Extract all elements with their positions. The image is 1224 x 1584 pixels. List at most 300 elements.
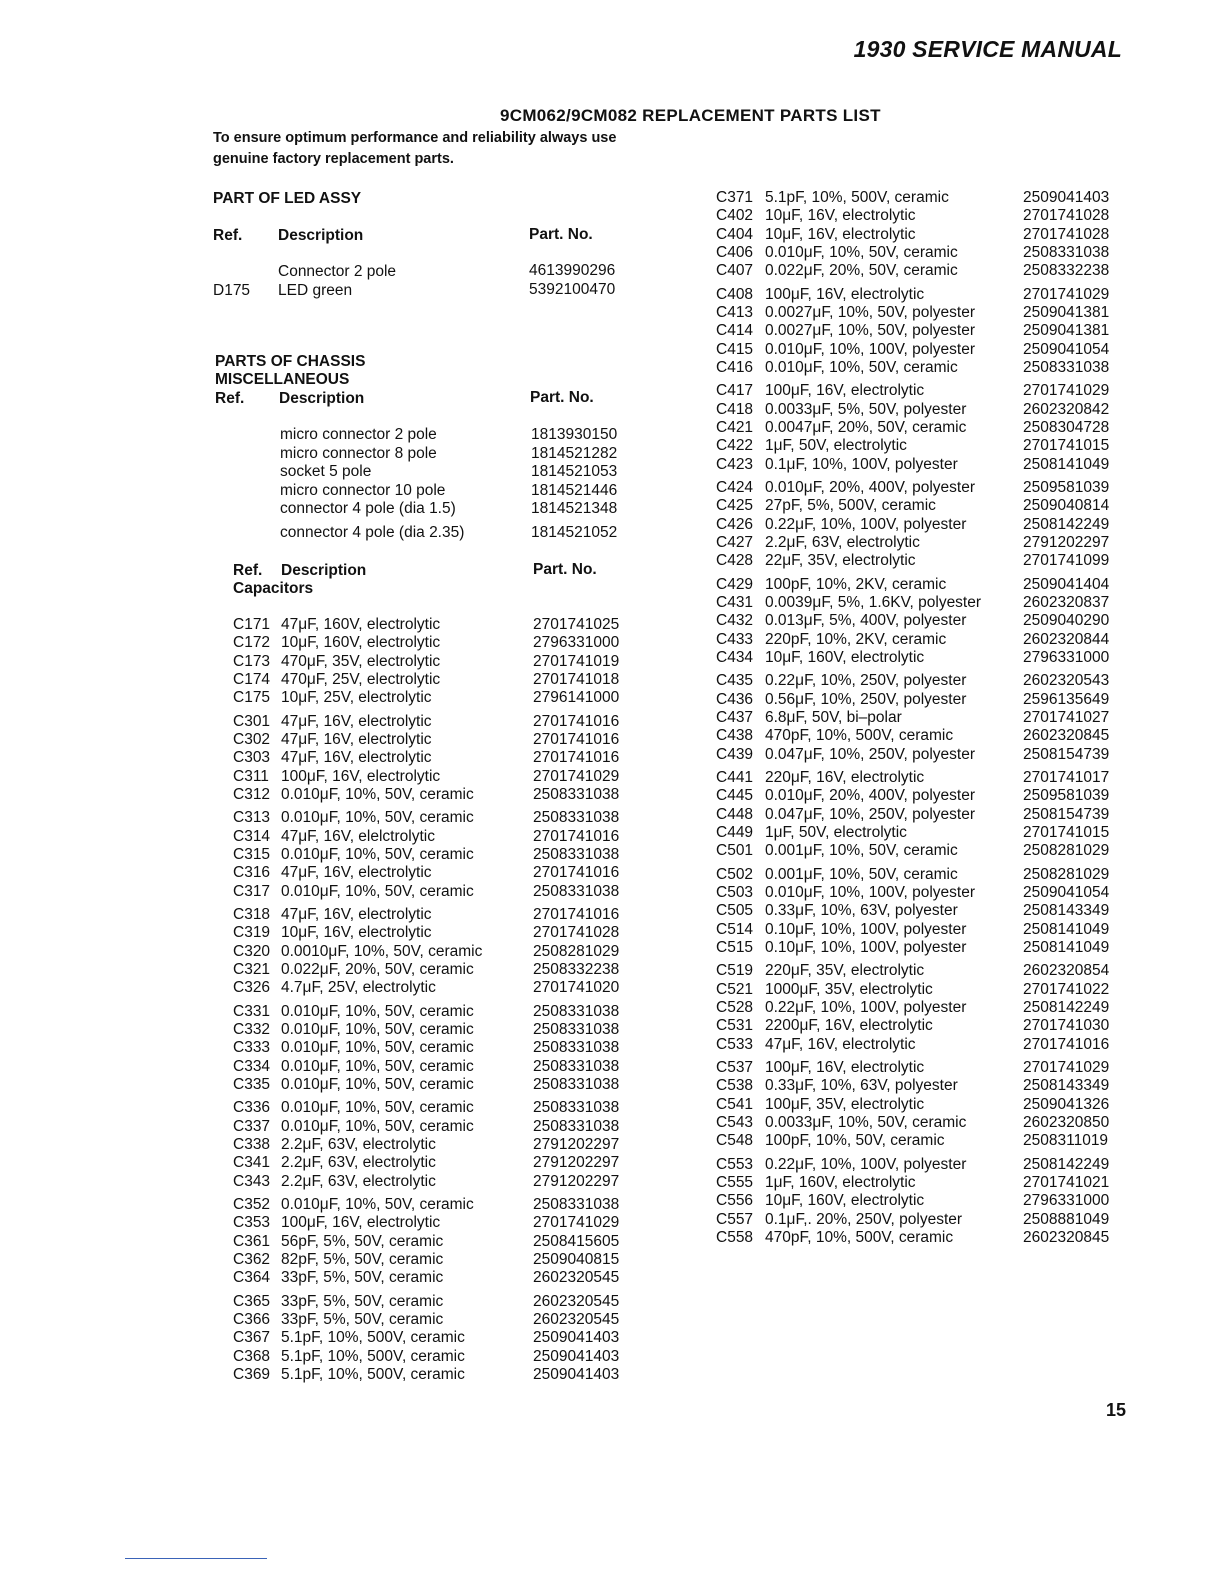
table-row	[233, 1003, 619, 1021]
part-description: 22μF, 35V, electrolytic	[765, 552, 916, 570]
part-description: 470pF, 10%, 500V, ceramic	[765, 727, 954, 745]
part-ref: C175	[233, 689, 271, 707]
part-ref: C435	[716, 672, 754, 690]
part-number: 2701741022	[1023, 980, 1110, 998]
table-row	[716, 534, 1109, 552]
part-number: 2701741029	[1023, 1059, 1110, 1077]
part-number: 2701741025	[533, 616, 620, 633]
table-row	[716, 672, 1109, 690]
table-row	[716, 456, 1109, 474]
table-row	[233, 1136, 619, 1154]
part-number: 2509041054	[1023, 884, 1110, 901]
part-ref: C318	[233, 906, 271, 924]
part-number: 2701741016	[533, 730, 620, 748]
table-row	[233, 1251, 619, 1269]
part-number: 2509041403	[1023, 189, 1110, 206]
part-number: 2791202297	[533, 1172, 620, 1190]
part-number: 2509041054	[1023, 340, 1110, 358]
part-ref: C438	[716, 727, 754, 745]
part-number: 2508331038	[533, 785, 620, 803]
part-description: 2.2μF, 63V, electrolytic	[281, 1172, 436, 1190]
part-ref: C369	[233, 1365, 271, 1383]
page-number: 15	[1105, 1400, 1126, 1420]
part-ref: C407	[716, 262, 754, 280]
part-ref: C352	[233, 1196, 271, 1214]
part-ref: C366	[233, 1311, 271, 1328]
part-ref: C418	[716, 400, 754, 418]
part-description: 1μF, 50V, electrolytic	[765, 823, 907, 841]
part-description: 0.22μF, 10%, 100V, polyester	[765, 515, 967, 533]
part-ref: C555	[716, 1174, 754, 1192]
part-number: 2509581039	[1023, 479, 1110, 497]
table-row	[716, 842, 1109, 860]
part-ref: C431	[716, 593, 754, 611]
table-row	[233, 1196, 619, 1214]
part-description: 47μF, 160V, electrolytic	[281, 616, 441, 633]
part-number: 2509041404	[1023, 575, 1110, 593]
table-row	[716, 1017, 1109, 1035]
part-number: 2602320842	[1023, 400, 1110, 418]
part-number: 2701741015	[1023, 437, 1110, 455]
part-ref: C311	[233, 767, 269, 785]
part-description: 10μF, 25V, electrolytic	[281, 689, 432, 707]
led-col-desc: Description	[278, 227, 364, 244]
table-row	[716, 746, 1109, 764]
table-row	[716, 576, 1109, 594]
table-row	[233, 979, 619, 997]
part-ref: C302	[233, 730, 271, 748]
capacitor-list-right	[716, 189, 1109, 1247]
part-description: 0.013μF, 5%, 400V, polyester	[765, 612, 967, 630]
cap-col-part: Part. No.	[533, 561, 597, 578]
part-ref: C432	[716, 612, 754, 630]
part-ref: C553	[716, 1155, 754, 1173]
part-ref: C315	[233, 845, 271, 863]
part-description: 0.010μF, 10%, 50V, ceramic	[281, 1099, 474, 1117]
part-description: 2.2μF, 63V, electrolytic	[281, 1135, 436, 1153]
table-row	[716, 866, 1109, 884]
table-row	[233, 689, 619, 707]
part-ref: C338	[233, 1135, 271, 1153]
chassis-item-desc: micro connector 8 pole	[280, 445, 437, 462]
part-description: 56pF, 5%, 50V, ceramic	[281, 1232, 444, 1250]
part-number: 2508142249	[1023, 515, 1110, 533]
part-description: 0.047μF, 10%, 250V, polyester	[765, 745, 975, 763]
part-number: 2701741029	[1023, 285, 1110, 303]
part-number: 2508143349	[1023, 1077, 1110, 1095]
table-row	[233, 1311, 619, 1329]
part-ref: C503	[716, 884, 754, 901]
chassis-item-desc: micro connector 10 pole	[280, 482, 446, 499]
table-row	[716, 226, 1109, 244]
part-description: 0.010μF, 10%, 50V, ceramic	[765, 358, 958, 376]
led-item-part: 5392100470	[529, 281, 616, 298]
part-description: 100μF, 35V, electrolytic	[765, 1095, 925, 1113]
part-description: 2.2μF, 63V, electrolytic	[281, 1154, 436, 1172]
chassis-item-desc: micro connector 2 pole	[280, 426, 437, 443]
table-row	[233, 864, 619, 882]
table-row	[233, 1058, 619, 1076]
part-description: 0.10μF, 10%, 100V, polyester	[765, 920, 967, 938]
part-description: 470μF, 25V, electrolytic	[281, 670, 441, 688]
part-number: 2508141049	[1023, 938, 1110, 956]
part-number: 2508331038	[533, 1020, 620, 1038]
part-number: 2509041403	[533, 1347, 620, 1365]
part-description: 82pF, 5%, 50V, ceramic	[281, 1250, 444, 1268]
intro-line-1: To ensure optimum performance and reliability always use	[213, 130, 617, 146]
table-row	[716, 727, 1109, 745]
table-row	[716, 1096, 1109, 1114]
table-row	[716, 612, 1109, 630]
part-description: 0.010μF, 10%, 50V, ceramic	[765, 243, 958, 261]
part-number: 2508142249	[1023, 1155, 1110, 1173]
table-row	[716, 382, 1109, 400]
part-number: 2701741027	[1023, 708, 1110, 726]
part-number: 2796141000	[533, 689, 620, 707]
table-row	[233, 634, 619, 652]
table-row	[233, 653, 619, 671]
part-description: 0.010μF, 10%, 50V, ceramic	[281, 1075, 474, 1093]
capacitor-list-left	[233, 616, 619, 1384]
part-ref: C172	[233, 634, 271, 652]
part-description: 0.010μF, 20%, 400V, polyester	[765, 787, 975, 805]
table-row	[233, 846, 619, 864]
table-row	[233, 943, 619, 961]
table-row	[716, 1059, 1109, 1077]
part-ref: C426	[716, 515, 754, 533]
part-number: 2602320850	[1023, 1113, 1110, 1131]
part-description: 0.010μF, 10%, 50V, ceramic	[281, 1117, 474, 1135]
part-number: 2701741016	[1023, 1035, 1110, 1053]
table-row	[716, 649, 1109, 667]
part-ref: C514	[716, 920, 754, 938]
table-row	[716, 1156, 1109, 1174]
part-number: 2602320545	[533, 1269, 620, 1287]
table-row	[716, 359, 1109, 377]
part-ref: C343	[233, 1172, 271, 1190]
chassis-item-part: 1813930150	[531, 426, 618, 443]
part-number: 2508331038	[533, 1039, 620, 1057]
part-ref: C331	[233, 1002, 271, 1020]
part-number: 2701741028	[533, 924, 620, 942]
table-row	[716, 884, 1109, 902]
part-ref: C413	[716, 303, 754, 321]
part-number: 2508142249	[1023, 998, 1110, 1016]
led-item-desc: LED green	[278, 282, 353, 299]
table-row	[716, 824, 1109, 842]
part-ref: C531	[716, 1017, 754, 1035]
part-ref: C425	[716, 497, 754, 515]
part-description: 0.010μF, 10%, 50V, ceramic	[281, 845, 474, 863]
part-number: 2701741020	[533, 979, 620, 997]
part-ref: C321	[233, 960, 271, 978]
led-item-part: 4613990296	[529, 262, 616, 279]
part-ref: C437	[716, 708, 754, 726]
part-description: 0.010μF, 10%, 50V, ceramic	[281, 1057, 474, 1075]
part-description: 220pF, 10%, 2KV, ceramic	[765, 630, 947, 648]
table-row	[716, 497, 1109, 515]
part-description: 0.33μF, 10%, 63V, polyester	[765, 902, 958, 920]
part-description: 2200μF, 16V, electrolytic	[765, 1017, 933, 1035]
table-row	[716, 981, 1109, 999]
part-number: 2701741016	[533, 906, 620, 924]
part-number: 2701741028	[1023, 207, 1110, 225]
part-ref: C317	[233, 882, 271, 900]
table-row	[716, 1114, 1109, 1132]
part-description: 5.1pF, 10%, 500V, ceramic	[281, 1347, 465, 1365]
part-number: 2508281029	[1023, 865, 1110, 883]
page-title: 9CM062/9CM082 REPLACEMENT PARTS LIST	[500, 106, 881, 125]
misc-heading: MISCELLANEOUS	[215, 371, 350, 388]
part-ref: C316	[233, 864, 271, 882]
part-ref: C521	[716, 980, 754, 998]
table-row	[716, 921, 1109, 939]
part-ref: C301	[233, 712, 271, 730]
part-ref: C303	[233, 749, 271, 767]
part-number: 2508311019	[1023, 1132, 1109, 1150]
part-description: 47μF, 16V, electrolytic	[281, 906, 432, 924]
part-ref: C334	[233, 1057, 271, 1075]
part-ref: C364	[233, 1269, 271, 1287]
part-description: 0.010μF, 10%, 50V, ceramic	[281, 1020, 474, 1038]
part-number: 2508154739	[1023, 805, 1110, 823]
part-ref: C448	[716, 805, 754, 823]
part-number: 2701741015	[1023, 823, 1110, 841]
capacitors-subheading: Capacitors	[233, 580, 314, 597]
table-row	[233, 768, 619, 786]
part-ref: C505	[716, 902, 754, 920]
part-ref: C337	[233, 1117, 271, 1135]
part-ref: C320	[233, 942, 271, 960]
part-description: 0.010μF, 20%, 400V, polyester	[765, 479, 975, 497]
part-description: 0.10μF, 10%, 100V, polyester	[765, 938, 967, 956]
part-ref: C515	[716, 938, 754, 956]
part-ref: C433	[716, 630, 754, 648]
part-ref: C501	[716, 842, 754, 860]
part-ref: C558	[716, 1228, 754, 1246]
part-description: 5.1pF, 10%, 500V, ceramic	[281, 1365, 465, 1383]
part-description: 6.8μF, 50V, bi–polar	[765, 708, 902, 726]
table-row	[716, 691, 1109, 709]
part-number: 2701741016	[533, 712, 620, 730]
part-ref: C313	[233, 809, 271, 827]
part-number: 2508154739	[1023, 745, 1110, 763]
table-row	[233, 749, 619, 767]
part-description: 5.1pF, 10%, 500V, ceramic	[765, 189, 949, 206]
part-ref: C538	[716, 1077, 754, 1095]
table-row	[233, 1118, 619, 1136]
cap-col-desc: Description	[281, 562, 367, 579]
part-number: 2602320844	[1023, 630, 1110, 648]
part-ref: C365	[233, 1292, 271, 1310]
part-ref: C312	[233, 785, 271, 803]
part-number: 2508281029	[1023, 842, 1110, 860]
table-row	[716, 902, 1109, 920]
table-row	[233, 671, 619, 689]
part-ref: C173	[233, 652, 271, 670]
part-description: 47μF, 16V, electrolytic	[281, 730, 432, 748]
part-number: 2602320543	[1023, 672, 1110, 690]
part-number: 2508331038	[533, 845, 620, 863]
table-row	[716, 322, 1109, 340]
part-ref: C429	[716, 575, 754, 593]
part-ref: C333	[233, 1039, 271, 1057]
part-description: 0.1μF, 10%, 100V, polyester	[765, 455, 958, 473]
part-number: 2508331038	[533, 1117, 620, 1135]
part-number: 2509581039	[1023, 787, 1110, 805]
part-ref: C428	[716, 552, 754, 570]
part-description: 47μF, 16V, electrolytic	[765, 1035, 916, 1053]
part-description: 0.0033μF, 10%, 50V, ceramic	[765, 1113, 967, 1131]
part-number: 2701741016	[533, 749, 620, 767]
table-row	[716, 806, 1109, 824]
part-number: 2509040815	[533, 1250, 620, 1268]
part-ref: C335	[233, 1075, 271, 1093]
part-number: 2701741018	[533, 670, 620, 688]
part-ref: C417	[716, 382, 754, 400]
part-number: 2508331038	[533, 809, 620, 827]
part-description: 10μF, 16V, electrolytic	[765, 225, 916, 243]
table-row	[716, 341, 1109, 359]
part-number: 2508281029	[533, 942, 620, 960]
chassis-item-desc: connector 4 pole (dia 1.5)	[280, 500, 456, 517]
table-row	[716, 286, 1109, 304]
part-ref: C445	[716, 787, 754, 805]
part-description: 0.001μF, 10%, 50V, ceramic	[765, 865, 958, 883]
part-ref: C533	[716, 1035, 754, 1053]
part-description: 0.1μF,. 20%, 250V, polyester	[765, 1210, 963, 1228]
part-ref: C319	[233, 924, 271, 942]
part-ref: C556	[716, 1192, 754, 1210]
table-row	[233, 924, 619, 942]
part-number: 2701741099	[1023, 552, 1110, 570]
part-number: 2508304728	[1023, 418, 1110, 436]
part-ref: C341	[233, 1154, 271, 1172]
part-description: 0.0047μF, 20%, 50V, ceramic	[765, 418, 967, 436]
table-row	[233, 786, 619, 804]
part-description: 47μF, 16V, electrolytic	[281, 712, 432, 730]
part-number: 2508141049	[1023, 920, 1110, 938]
part-number: 2508331038	[533, 882, 620, 900]
part-ref: C362	[233, 1250, 271, 1268]
part-description: 10μF, 16V, electrolytic	[281, 924, 432, 942]
part-ref: C336	[233, 1099, 271, 1117]
part-description: 47μF, 16V, elelctrolytic	[281, 827, 435, 845]
part-ref: C557	[716, 1210, 754, 1228]
table-row	[716, 401, 1109, 419]
part-ref: C368	[233, 1347, 271, 1365]
part-ref: C449	[716, 823, 754, 841]
part-ref: C548	[716, 1132, 754, 1150]
part-description: 100μF, 16V, electrolytic	[281, 767, 441, 785]
part-ref: C519	[716, 962, 754, 980]
table-row	[233, 1293, 619, 1311]
table-row	[233, 883, 619, 901]
part-description: 0.0010μF, 10%, 50V, ceramic	[281, 942, 483, 960]
table-row	[233, 1099, 619, 1117]
part-number: 2508331038	[1023, 358, 1110, 376]
part-description: 0.010μF, 10%, 100V, polyester	[765, 340, 975, 358]
chassis-item-part: 1814521348	[531, 500, 618, 517]
part-number: 2701741030	[1023, 1017, 1110, 1035]
part-ref: C174	[233, 670, 271, 688]
part-description: 100μF, 16V, electrolytic	[765, 382, 925, 400]
part-ref: C326	[233, 979, 271, 997]
part-description: 0.0039μF, 5%, 1.6KV, polyester	[765, 593, 982, 611]
part-number: 2508331038	[1023, 243, 1110, 261]
part-ref: C414	[716, 322, 754, 340]
part-number: 2701741029	[533, 1214, 620, 1232]
table-row	[716, 552, 1109, 570]
table-row	[716, 1229, 1109, 1247]
chassis-col-part: Part. No.	[530, 389, 594, 406]
table-row	[233, 1233, 619, 1251]
intro-line-2: genuine factory replacement parts.	[213, 151, 454, 167]
part-ref: C543	[716, 1113, 754, 1131]
part-description: 1μF, 50V, electrolytic	[765, 437, 907, 455]
part-ref: C415	[716, 340, 754, 358]
table-row	[233, 1021, 619, 1039]
part-description: 100pF, 10%, 50V, ceramic	[765, 1132, 945, 1150]
part-ref: C441	[716, 769, 754, 787]
part-ref: C416	[716, 358, 754, 376]
part-number: 2796331000	[1023, 648, 1110, 666]
part-description: 100μF, 16V, electrolytic	[765, 1059, 925, 1077]
part-ref: C502	[716, 865, 754, 883]
table-row	[716, 594, 1109, 612]
table-row	[716, 631, 1109, 649]
part-description: 10μF, 160V, electrolytic	[281, 634, 441, 652]
part-description: 0.047μF, 10%, 250V, polyester	[765, 805, 975, 823]
part-ref: C423	[716, 455, 754, 473]
part-number: 2602320837	[1023, 593, 1110, 611]
table-row	[233, 1214, 619, 1232]
part-description: 0.22μF, 10%, 100V, polyester	[765, 998, 967, 1016]
part-description: 47μF, 16V, electrolytic	[281, 864, 432, 882]
part-number: 2701741016	[533, 827, 620, 845]
part-number: 2509040290	[1023, 612, 1110, 630]
part-number: 2508331038	[533, 1075, 620, 1093]
part-description: 47μF, 16V, electrolytic	[281, 749, 432, 767]
part-ref: C408	[716, 285, 754, 303]
part-ref: C422	[716, 437, 754, 455]
part-ref: C434	[716, 648, 754, 666]
part-description: 0.010μF, 10%, 50V, ceramic	[281, 882, 474, 900]
part-description: 0.33μF, 10%, 63V, polyester	[765, 1077, 958, 1095]
part-number: 2508331038	[533, 1057, 620, 1075]
table-row	[716, 244, 1109, 262]
part-ref: C424	[716, 479, 754, 497]
led-item-ref: D175	[213, 282, 251, 299]
part-number: 2509041381	[1023, 303, 1110, 321]
part-description: 10μF, 16V, electrolytic	[765, 207, 916, 225]
part-number: 2602320845	[1023, 727, 1110, 745]
part-ref: C371	[716, 189, 754, 206]
table-row	[716, 304, 1109, 322]
part-description: 0.22μF, 10%, 250V, polyester	[765, 672, 967, 690]
part-ref: C404	[716, 225, 754, 243]
part-ref: C537	[716, 1059, 754, 1077]
table-row	[716, 1211, 1109, 1229]
table-row	[233, 713, 619, 731]
part-description: 0.010μF, 10%, 100V, polyester	[765, 884, 975, 901]
part-description: 0.022μF, 20%, 50V, ceramic	[281, 960, 474, 978]
part-number: 2508881049	[1023, 1210, 1110, 1228]
part-number: 2602320854	[1023, 962, 1110, 980]
led-col-ref: Ref.	[213, 227, 243, 244]
part-description: 100pF, 10%, 2KV, ceramic	[765, 575, 947, 593]
table-row	[716, 939, 1109, 957]
